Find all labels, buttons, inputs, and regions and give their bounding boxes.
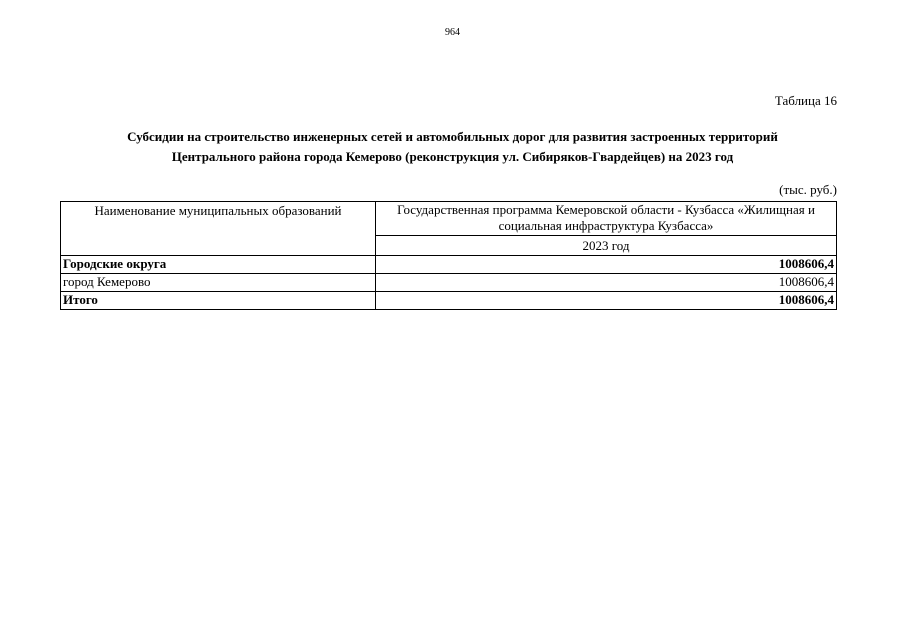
table-row [61,274,837,292]
table-label: Таблица 16 [774,93,837,108]
header-municipality: Наименование муниципальных образований [61,202,376,256]
header-year: 2023 год [376,236,837,256]
page-number: 964 [445,27,460,38]
units-note: (тыс. руб.) [779,182,837,197]
row-value: 1008606,4 [376,274,837,292]
row-name: Городские округа [61,256,376,274]
row-value: 1008606,4 [376,292,837,310]
subsidy-table [60,201,837,310]
row-value: 1008606,4 [376,256,837,274]
title-line-1: Субсидии на строительство инженерных сетей и автомобильных дорог для развития застроенных территорий [127,129,778,144]
document-title [0,127,905,167]
table-row-total [61,292,837,310]
row-name: Итого [61,292,376,310]
table-row [61,256,837,274]
header-row [61,202,837,236]
row-name: город Кемерово [61,274,376,292]
header-program: Государственная программа Кемеровской области - Кузбасса «Жилищная и социальная инфраструктура Кузбасса» [376,202,837,236]
title-line-2: Центрального района города Кемерово (реконструкция ул. Сибиряков-Гвардейцев) на 2023 год [171,149,734,164]
